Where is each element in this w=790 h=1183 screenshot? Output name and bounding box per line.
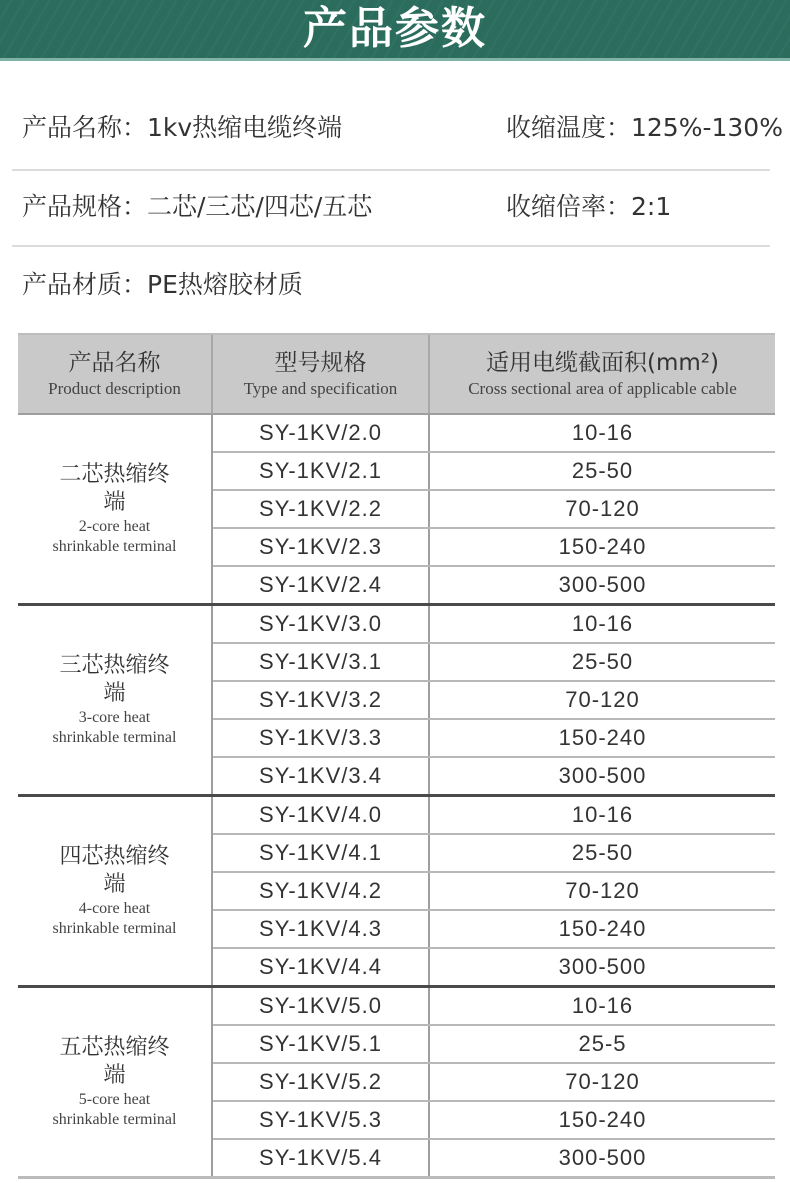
table-row (213, 644, 775, 682)
area-cell: 10-16 (571, 420, 634, 445)
group-en: shrinkable terminal (52, 920, 177, 937)
model-cell: SY-1KV/3.0 (213, 606, 430, 642)
info-shrink-temperature: 收缩温度：125%-130% (506, 113, 783, 142)
model-cell: SY-1KV/5.2 (213, 1064, 430, 1100)
header-cn: 型号规格 (274, 350, 367, 376)
table-row (213, 758, 775, 794)
group-en: 4-core heat (78, 900, 151, 917)
area-cell: 70-120 (565, 878, 640, 903)
group-en: 3-core heat (78, 709, 151, 726)
spec-table (18, 333, 775, 1179)
model-cell: SY-1KV/2.2 (213, 491, 430, 527)
area-cell: 25-50 (571, 458, 634, 483)
group-en: shrinkable terminal (52, 538, 177, 555)
model-cell: SY-1KV/4.1 (213, 835, 430, 871)
area-cell: 25-5 (578, 1031, 627, 1056)
table-group-2-core (18, 415, 775, 606)
model-cell: SY-1KV/5.3 (213, 1102, 430, 1138)
group-en: shrinkable terminal (52, 1111, 177, 1128)
table-row (213, 873, 775, 911)
group-en: shrinkable terminal (52, 729, 177, 746)
divider (12, 245, 770, 247)
model-cell: SY-1KV/2.4 (213, 567, 430, 603)
model-cell: SY-1KV/3.3 (213, 720, 430, 756)
info-product-spec: 产品规格：二芯/三芯/四芯/五芯 (22, 192, 373, 221)
model-cell: SY-1KV/2.0 (213, 415, 430, 451)
group-cn: 五芯热缩终端 (59, 1035, 170, 1088)
info-product-material: 产品材质：PE热熔胶材质 (22, 270, 303, 299)
group-en: 2-core heat (78, 518, 151, 535)
group-en: 5-core heat (78, 1091, 151, 1108)
table-row (213, 682, 775, 720)
table-header (18, 333, 775, 415)
title-banner (0, 0, 790, 61)
table-row (213, 1064, 775, 1102)
model-cell: SY-1KV/5.0 (213, 988, 430, 1024)
table-row (213, 491, 775, 529)
table-row (213, 988, 775, 1026)
model-cell: SY-1KV/3.2 (213, 682, 430, 718)
area-cell: 10-16 (571, 993, 634, 1018)
model-cell: SY-1KV/4.3 (213, 911, 430, 947)
group-cn: 三芯热缩终端 (59, 653, 170, 706)
table-row (213, 1026, 775, 1064)
banner-title: 产品参数 (303, 3, 487, 54)
table-group-5-core (18, 988, 775, 1179)
area-cell: 70-120 (565, 687, 640, 712)
table-row (213, 567, 775, 603)
group-cn: 四芯热缩终端 (59, 844, 170, 897)
model-cell: SY-1KV/3.1 (213, 644, 430, 680)
table-row (213, 835, 775, 873)
group-label (18, 988, 213, 1176)
table-row (213, 911, 775, 949)
header-en: Type and specification (243, 379, 398, 398)
model-cell: SY-1KV/2.3 (213, 529, 430, 565)
area-cell: 150-240 (558, 534, 647, 559)
area-cell: 300-500 (558, 763, 647, 788)
area-cell: 10-16 (571, 611, 634, 636)
area-cell: 300-500 (558, 1145, 647, 1170)
header-en: Cross sectional area of applicable cable (468, 379, 737, 398)
table-row (213, 453, 775, 491)
info-product-name: 产品名称：1kv热缩电缆终端 (22, 113, 343, 142)
divider (12, 169, 770, 171)
header-cn: 适用电缆截面积(mm²) (486, 350, 719, 376)
table-row (213, 720, 775, 758)
area-cell: 70-120 (565, 496, 640, 521)
group-label (18, 797, 213, 985)
group-cn: 二芯热缩终端 (59, 462, 170, 515)
model-cell: SY-1KV/4.0 (213, 797, 430, 833)
model-cell: SY-1KV/4.4 (213, 949, 430, 985)
table-row (213, 529, 775, 567)
table-row (213, 797, 775, 835)
model-cell: SY-1KV/3.4 (213, 758, 430, 794)
table-group-3-core (18, 606, 775, 797)
model-cell: SY-1KV/5.1 (213, 1026, 430, 1062)
header-cn: 产品名称 (68, 350, 161, 376)
group-label (18, 606, 213, 794)
area-cell: 70-120 (565, 1069, 640, 1094)
group-label (18, 415, 213, 603)
model-cell: SY-1KV/5.4 (213, 1140, 430, 1176)
area-cell: 150-240 (558, 916, 647, 941)
info-shrink-ratio: 收缩倍率：2:1 (506, 192, 672, 221)
model-cell: SY-1KV/2.1 (213, 453, 430, 489)
model-cell: SY-1KV/4.2 (213, 873, 430, 909)
header-product-description (18, 335, 213, 413)
table-row (213, 1102, 775, 1140)
table-group-4-core (18, 797, 775, 988)
table-row (213, 415, 775, 453)
table-row (213, 1140, 775, 1176)
header-type-spec (213, 335, 430, 413)
header-cross-section (430, 335, 775, 413)
area-cell: 150-240 (558, 725, 647, 750)
area-cell: 300-500 (558, 954, 647, 979)
area-cell: 300-500 (558, 572, 647, 597)
table-row (213, 606, 775, 644)
area-cell: 25-50 (571, 649, 634, 674)
table-row (213, 949, 775, 985)
header-en: Product description (48, 379, 181, 398)
area-cell: 25-50 (571, 840, 634, 865)
area-cell: 150-240 (558, 1107, 647, 1132)
area-cell: 10-16 (571, 802, 634, 827)
